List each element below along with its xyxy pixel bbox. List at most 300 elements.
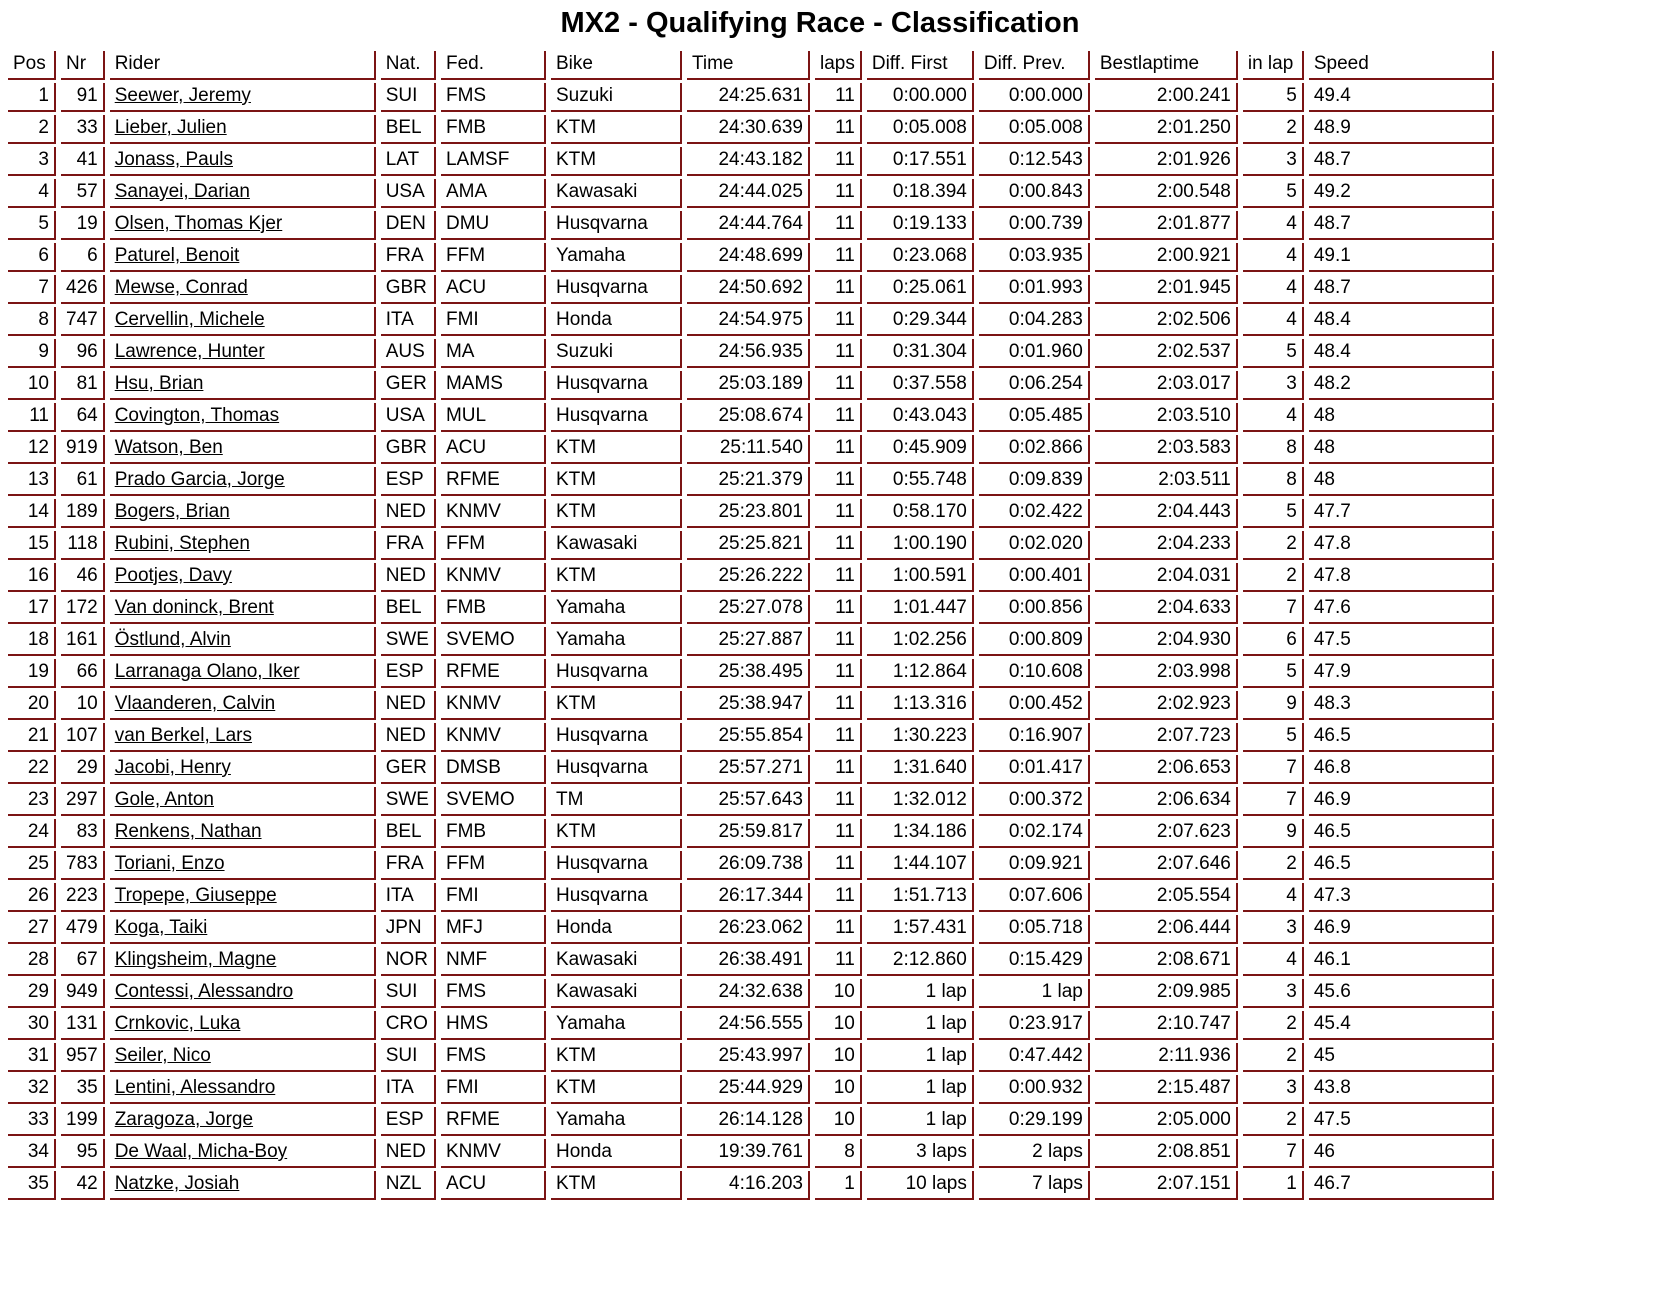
table-row — [8, 819, 1494, 848]
cell-laps: 11 — [815, 403, 862, 432]
cell-laps: 11 — [815, 915, 862, 944]
cell-speed: 46.5 — [1309, 819, 1494, 848]
cell-diff-first: 0:55.748 — [867, 467, 974, 496]
cell-bike: Husqvarna — [551, 851, 682, 880]
cell-diff-prev: 0:01.960 — [979, 339, 1090, 368]
cell-diff-first: 3 laps — [867, 1139, 974, 1168]
rider-link[interactable]: Natzke, Josiah — [114, 1173, 240, 1194]
cell-fed: FMI — [441, 307, 546, 336]
cell-rider — [110, 339, 376, 368]
table-row — [8, 179, 1494, 208]
cell-laps: 11 — [815, 467, 862, 496]
cell-laps: 11 — [815, 275, 862, 304]
cell-laps: 11 — [815, 115, 862, 144]
cell-time: 24:50.692 — [687, 275, 810, 304]
cell-in-lap: 7 — [1243, 755, 1304, 784]
rider-link[interactable]: Covington, Thomas — [114, 405, 280, 426]
cell-nat: ESP — [381, 1107, 436, 1136]
cell-fed: NMF — [441, 947, 546, 976]
cell-nat: NED — [381, 499, 436, 528]
col-header-diff-first: Diff. First — [867, 51, 974, 80]
rider-link[interactable]: Crnkovic, Luka — [114, 1013, 241, 1034]
table-row — [8, 499, 1494, 528]
cell-nat: ITA — [381, 883, 436, 912]
rider-link[interactable]: Hsu, Brian — [114, 373, 204, 394]
cell-in-lap: 2 — [1243, 563, 1304, 592]
rider-link[interactable]: Van doninck, Brent — [114, 597, 274, 618]
cell-in-lap: 9 — [1243, 819, 1304, 848]
cell-fed: FMS — [441, 979, 546, 1008]
cell-fed: RFME — [441, 1107, 546, 1136]
cell-fed: FMS — [441, 83, 546, 112]
cell-nat: GBR — [381, 435, 436, 464]
cell-bike: Honda — [551, 915, 682, 944]
cell-speed: 46.5 — [1309, 851, 1494, 880]
cell-fed: KNMV — [441, 499, 546, 528]
cell-bike: KTM — [551, 1075, 682, 1104]
cell-bestlaptime: 2:08.671 — [1095, 947, 1238, 976]
cell-diff-prev: 0:07.606 — [979, 883, 1090, 912]
cell-bike: Kawasaki — [551, 531, 682, 560]
cell-bestlaptime: 2:03.510 — [1095, 403, 1238, 432]
cell-pos: 5 — [8, 211, 56, 240]
cell-time: 24:56.935 — [687, 339, 810, 368]
cell-laps: 8 — [815, 1139, 862, 1168]
cell-diff-first: 10 laps — [867, 1171, 974, 1200]
cell-nat: NOR — [381, 947, 436, 976]
cell-laps: 10 — [815, 1043, 862, 1072]
cell-nr: 6 — [61, 243, 105, 272]
cell-diff-prev: 0:09.839 — [979, 467, 1090, 496]
rider-link[interactable]: Mewse, Conrad — [114, 277, 248, 298]
cell-in-lap: 2 — [1243, 851, 1304, 880]
cell-diff-prev: 0:00.856 — [979, 595, 1090, 624]
cell-fed: AMA — [441, 179, 546, 208]
cell-in-lap: 3 — [1243, 1075, 1304, 1104]
cell-fed: KNMV — [441, 1139, 546, 1168]
cell-time: 25:59.817 — [687, 819, 810, 848]
rider-link[interactable]: Contessi, Alessandro — [114, 981, 294, 1002]
rider-link[interactable]: Östlund, Alvin — [114, 629, 231, 650]
cell-nat: NED — [381, 723, 436, 752]
cell-pos: 30 — [8, 1011, 56, 1040]
cell-bestlaptime: 2:01.945 — [1095, 275, 1238, 304]
cell-in-lap: 4 — [1243, 403, 1304, 432]
cell-diff-prev: 0:01.993 — [979, 275, 1090, 304]
cell-rider — [110, 1011, 376, 1040]
cell-bike: Yamaha — [551, 243, 682, 272]
cell-diff-first: 0:05.008 — [867, 115, 974, 144]
cell-laps: 11 — [815, 787, 862, 816]
cell-speed: 48 — [1309, 403, 1494, 432]
cell-fed: LAMSF — [441, 147, 546, 176]
cell-nat: BEL — [381, 115, 436, 144]
cell-pos: 4 — [8, 179, 56, 208]
cell-time: 24:30.639 — [687, 115, 810, 144]
cell-rider — [110, 243, 376, 272]
rider-link[interactable]: Olsen, Thomas Kjer — [114, 213, 283, 234]
cell-laps: 11 — [815, 435, 862, 464]
cell-fed: FMI — [441, 883, 546, 912]
cell-nr: 747 — [61, 307, 105, 336]
cell-bike: Kawasaki — [551, 979, 682, 1008]
cell-bike: Yamaha — [551, 1107, 682, 1136]
cell-bestlaptime: 2:04.930 — [1095, 627, 1238, 656]
table-row — [8, 211, 1494, 240]
cell-bestlaptime: 2:03.583 — [1095, 435, 1238, 464]
rider-link[interactable]: Jacobi, Henry — [114, 757, 231, 778]
cell-bike: KTM — [551, 691, 682, 720]
cell-nat: SUI — [381, 979, 436, 1008]
col-header-bestlaptime: Bestlaptime — [1095, 51, 1238, 80]
cell-bike: KTM — [551, 819, 682, 848]
cell-rider — [110, 147, 376, 176]
cell-in-lap: 2 — [1243, 115, 1304, 144]
cell-in-lap: 5 — [1243, 723, 1304, 752]
col-header-speed: Speed — [1309, 51, 1494, 80]
cell-rider — [110, 467, 376, 496]
rider-link[interactable]: van Berkel, Lars — [114, 725, 252, 746]
table-row — [8, 1043, 1494, 1072]
rider-link[interactable]: Renkens, Nathan — [114, 821, 262, 842]
cell-bestlaptime: 2:01.926 — [1095, 147, 1238, 176]
cell-rider — [110, 435, 376, 464]
cell-speed: 47.6 — [1309, 595, 1494, 624]
rider-link[interactable]: Jonass, Pauls — [114, 149, 233, 170]
cell-nat: ESP — [381, 659, 436, 688]
cell-in-lap: 7 — [1243, 595, 1304, 624]
col-header-in-lap: in lap — [1243, 51, 1304, 80]
cell-diff-first: 1:34.186 — [867, 819, 974, 848]
cell-nat: DEN — [381, 211, 436, 240]
cell-nr: 29 — [61, 755, 105, 784]
cell-rider — [110, 179, 376, 208]
cell-diff-first: 1 lap — [867, 1043, 974, 1072]
cell-nr: 957 — [61, 1043, 105, 1072]
cell-diff-first: 1:02.256 — [867, 627, 974, 656]
cell-nat: ITA — [381, 307, 436, 336]
cell-bike: Husqvarna — [551, 371, 682, 400]
rider-link[interactable]: Seiler, Nico — [114, 1045, 211, 1066]
cell-nat: SUI — [381, 83, 436, 112]
cell-in-lap: 4 — [1243, 883, 1304, 912]
cell-bestlaptime: 2:06.653 — [1095, 755, 1238, 784]
cell-speed: 49.4 — [1309, 83, 1494, 112]
cell-nr: 83 — [61, 819, 105, 848]
rider-link[interactable]: Klingsheim, Magne — [114, 949, 277, 970]
cell-bestlaptime: 2:00.921 — [1095, 243, 1238, 272]
rider-link[interactable]: Larranaga Olano, Iker — [114, 661, 300, 682]
rider-link[interactable]: Pootjes, Davy — [114, 565, 232, 586]
table-row — [8, 307, 1494, 336]
col-header-nr: Nr — [61, 51, 105, 80]
cell-bike: TM — [551, 787, 682, 816]
table-row — [8, 627, 1494, 656]
col-header-nat: Nat. — [381, 51, 436, 80]
cell-laps: 11 — [815, 307, 862, 336]
cell-time: 24:48.699 — [687, 243, 810, 272]
cell-nr: 426 — [61, 275, 105, 304]
table-row — [8, 243, 1494, 272]
cell-nr: 199 — [61, 1107, 105, 1136]
cell-rider — [110, 915, 376, 944]
cell-diff-first: 1:57.431 — [867, 915, 974, 944]
cell-fed: SVEMO — [441, 787, 546, 816]
cell-time: 25:57.271 — [687, 755, 810, 784]
cell-time: 25:27.887 — [687, 627, 810, 656]
cell-speed: 48.7 — [1309, 275, 1494, 304]
cell-time: 25:11.540 — [687, 435, 810, 464]
cell-nr: 189 — [61, 499, 105, 528]
cell-nat: JPN — [381, 915, 436, 944]
rider-link[interactable]: Prado Garcia, Jorge — [114, 469, 285, 490]
cell-nr: 96 — [61, 339, 105, 368]
cell-diff-first: 2:12.860 — [867, 947, 974, 976]
cell-pos: 32 — [8, 1075, 56, 1104]
rider-link[interactable]: Lentini, Alessandro — [114, 1077, 276, 1098]
cell-laps: 11 — [815, 147, 862, 176]
cell-diff-first: 0:18.394 — [867, 179, 974, 208]
cell-nr: 131 — [61, 1011, 105, 1040]
rider-link[interactable]: Koga, Taiki — [114, 917, 208, 938]
cell-fed: SVEMO — [441, 627, 546, 656]
cell-nr: 41 — [61, 147, 105, 176]
cell-speed: 47.5 — [1309, 1107, 1494, 1136]
cell-pos: 23 — [8, 787, 56, 816]
cell-in-lap: 6 — [1243, 627, 1304, 656]
rider-link[interactable]: Watson, Ben — [114, 437, 223, 458]
cell-fed: FFM — [441, 851, 546, 880]
cell-time: 26:38.491 — [687, 947, 810, 976]
col-header-laps: laps — [815, 51, 862, 80]
cell-nr: 33 — [61, 115, 105, 144]
cell-speed: 48.2 — [1309, 371, 1494, 400]
cell-nat: NED — [381, 691, 436, 720]
cell-diff-first: 0:17.551 — [867, 147, 974, 176]
cell-speed: 48.4 — [1309, 307, 1494, 336]
cell-in-lap: 3 — [1243, 979, 1304, 1008]
cell-in-lap: 4 — [1243, 275, 1304, 304]
cell-bestlaptime: 2:11.936 — [1095, 1043, 1238, 1072]
page-title: MX2 - Qualifying Race - Classification — [560, 7, 1080, 39]
cell-in-lap: 2 — [1243, 1107, 1304, 1136]
rider-link[interactable]: Gole, Anton — [114, 789, 214, 810]
cell-laps: 11 — [815, 851, 862, 880]
cell-speed: 47.7 — [1309, 499, 1494, 528]
table-row — [8, 275, 1494, 304]
cell-nr: 10 — [61, 691, 105, 720]
cell-nr: 919 — [61, 435, 105, 464]
cell-nat: LAT — [381, 147, 436, 176]
cell-time: 26:14.128 — [687, 1107, 810, 1136]
cell-bestlaptime: 2:02.537 — [1095, 339, 1238, 368]
cell-nat: SWE — [381, 627, 436, 656]
cell-pos: 26 — [8, 883, 56, 912]
cell-laps: 10 — [815, 1075, 862, 1104]
cell-bike: Husqvarna — [551, 723, 682, 752]
cell-diff-prev: 0:16.907 — [979, 723, 1090, 752]
cell-in-lap: 4 — [1243, 947, 1304, 976]
cell-speed: 48 — [1309, 435, 1494, 464]
table-row — [8, 691, 1494, 720]
table-row — [8, 723, 1494, 752]
cell-pos: 3 — [8, 147, 56, 176]
cell-nr: 223 — [61, 883, 105, 912]
cell-diff-first: 0:23.068 — [867, 243, 974, 272]
cell-laps: 11 — [815, 243, 862, 272]
cell-fed: ACU — [441, 275, 546, 304]
rider-link[interactable]: Toriani, Enzo — [114, 853, 225, 874]
cell-diff-first: 0:37.558 — [867, 371, 974, 400]
cell-time: 25:57.643 — [687, 787, 810, 816]
cell-laps: 11 — [815, 371, 862, 400]
cell-diff-first: 1 lap — [867, 1107, 974, 1136]
cell-rider — [110, 403, 376, 432]
cell-pos: 33 — [8, 1107, 56, 1136]
cell-fed: FFM — [441, 243, 546, 272]
rider-link[interactable]: Rubini, Stephen — [114, 533, 250, 554]
table-row — [8, 83, 1494, 112]
classification-table — [3, 48, 1499, 1203]
cell-nr: 81 — [61, 371, 105, 400]
table-row — [8, 755, 1494, 784]
cell-pos: 17 — [8, 595, 56, 624]
cell-pos: 28 — [8, 947, 56, 976]
cell-time: 24:56.555 — [687, 1011, 810, 1040]
cell-rider — [110, 563, 376, 592]
cell-in-lap: 8 — [1243, 435, 1304, 464]
cell-nr: 64 — [61, 403, 105, 432]
cell-nr: 42 — [61, 1171, 105, 1200]
cell-diff-first: 1:01.447 — [867, 595, 974, 624]
cell-diff-prev: 7 laps — [979, 1171, 1090, 1200]
cell-rider — [110, 595, 376, 624]
cell-nat: AUS — [381, 339, 436, 368]
cell-diff-first: 0:29.344 — [867, 307, 974, 336]
cell-fed: DMSB — [441, 755, 546, 784]
cell-diff-prev: 0:00.739 — [979, 211, 1090, 240]
cell-in-lap: 5 — [1243, 339, 1304, 368]
table-row — [8, 883, 1494, 912]
rider-link[interactable]: Tropepe, Giuseppe — [114, 885, 277, 906]
cell-in-lap: 4 — [1243, 307, 1304, 336]
cell-nr: 67 — [61, 947, 105, 976]
cell-speed: 45 — [1309, 1043, 1494, 1072]
cell-speed: 47.3 — [1309, 883, 1494, 912]
cell-speed: 46.7 — [1309, 1171, 1494, 1200]
cell-laps: 11 — [815, 819, 862, 848]
col-header-time: Time — [687, 51, 810, 80]
cell-diff-first: 1:00.591 — [867, 563, 974, 592]
cell-bike: Suzuki — [551, 83, 682, 112]
cell-fed: MAMS — [441, 371, 546, 400]
cell-nat: GER — [381, 371, 436, 400]
rider-link[interactable]: De Waal, Micha-Boy — [114, 1141, 288, 1162]
cell-laps: 11 — [815, 211, 862, 240]
rider-link[interactable]: Vlaanderen, Calvin — [114, 693, 276, 714]
cell-in-lap: 5 — [1243, 659, 1304, 688]
cell-bike: Kawasaki — [551, 947, 682, 976]
cell-bestlaptime: 2:06.634 — [1095, 787, 1238, 816]
table-row — [8, 1075, 1494, 1104]
cell-bestlaptime: 2:00.548 — [1095, 179, 1238, 208]
cell-laps: 11 — [815, 947, 862, 976]
cell-diff-first: 1:51.713 — [867, 883, 974, 912]
cell-bike: Husqvarna — [551, 883, 682, 912]
table-row — [8, 851, 1494, 880]
cell-bike: KTM — [551, 115, 682, 144]
cell-bike: Husqvarna — [551, 403, 682, 432]
cell-nr: 161 — [61, 627, 105, 656]
cell-diff-prev: 0:47.442 — [979, 1043, 1090, 1072]
cell-rider — [110, 211, 376, 240]
rider-link[interactable]: Bogers, Brian — [114, 501, 230, 522]
cell-nr: 479 — [61, 915, 105, 944]
cell-speed: 48.4 — [1309, 339, 1494, 368]
cell-pos: 21 — [8, 723, 56, 752]
rider-link[interactable]: Seewer, Jeremy — [114, 85, 251, 106]
col-header-fed: Fed. — [441, 51, 546, 80]
cell-fed: RFME — [441, 467, 546, 496]
cell-bestlaptime: 2:05.554 — [1095, 883, 1238, 912]
cell-diff-prev: 0:00.932 — [979, 1075, 1090, 1104]
cell-pos: 2 — [8, 115, 56, 144]
cell-nat: SUI — [381, 1043, 436, 1072]
col-header-bike: Bike — [551, 51, 682, 80]
rider-link[interactable]: Zaragoza, Jorge — [114, 1109, 254, 1130]
cell-laps: 11 — [815, 659, 862, 688]
cell-speed: 47.8 — [1309, 531, 1494, 560]
cell-diff-first: 1 lap — [867, 1075, 974, 1104]
cell-diff-prev: 0:09.921 — [979, 851, 1090, 880]
cell-time: 24:54.975 — [687, 307, 810, 336]
cell-laps: 1 — [815, 1171, 862, 1200]
cell-diff-prev: 2 laps — [979, 1139, 1090, 1168]
rider-link[interactable]: Cervellin, Michele — [114, 309, 265, 330]
cell-diff-prev: 0:06.254 — [979, 371, 1090, 400]
cell-rider — [110, 819, 376, 848]
cell-laps: 11 — [815, 627, 862, 656]
rider-link[interactable]: Paturel, Benoit — [114, 245, 240, 266]
cell-bestlaptime: 2:07.723 — [1095, 723, 1238, 752]
cell-nat: NZL — [381, 1171, 436, 1200]
cell-diff-prev: 0:00.372 — [979, 787, 1090, 816]
cell-bike: Yamaha — [551, 627, 682, 656]
cell-time: 25:03.189 — [687, 371, 810, 400]
cell-pos: 34 — [8, 1139, 56, 1168]
cell-speed: 49.1 — [1309, 243, 1494, 272]
cell-diff-first: 1:31.640 — [867, 755, 974, 784]
cell-time: 25:43.997 — [687, 1043, 810, 1072]
cell-fed: HMS — [441, 1011, 546, 1040]
cell-in-lap: 3 — [1243, 371, 1304, 400]
cell-pos: 8 — [8, 307, 56, 336]
cell-in-lap: 5 — [1243, 83, 1304, 112]
cell-diff-prev: 0:04.283 — [979, 307, 1090, 336]
rider-link[interactable]: Lieber, Julien — [114, 117, 227, 138]
rider-link[interactable]: Sanayei, Darian — [114, 181, 250, 202]
cell-pos: 25 — [8, 851, 56, 880]
cell-rider — [110, 1043, 376, 1072]
cell-diff-prev: 0:00.000 — [979, 83, 1090, 112]
table-row — [8, 1011, 1494, 1040]
cell-pos: 11 — [8, 403, 56, 432]
cell-speed: 48 — [1309, 467, 1494, 496]
cell-nr: 46 — [61, 563, 105, 592]
cell-diff-first: 1:30.223 — [867, 723, 974, 752]
rider-link[interactable]: Lawrence, Hunter — [114, 341, 265, 362]
cell-speed: 46.9 — [1309, 787, 1494, 816]
